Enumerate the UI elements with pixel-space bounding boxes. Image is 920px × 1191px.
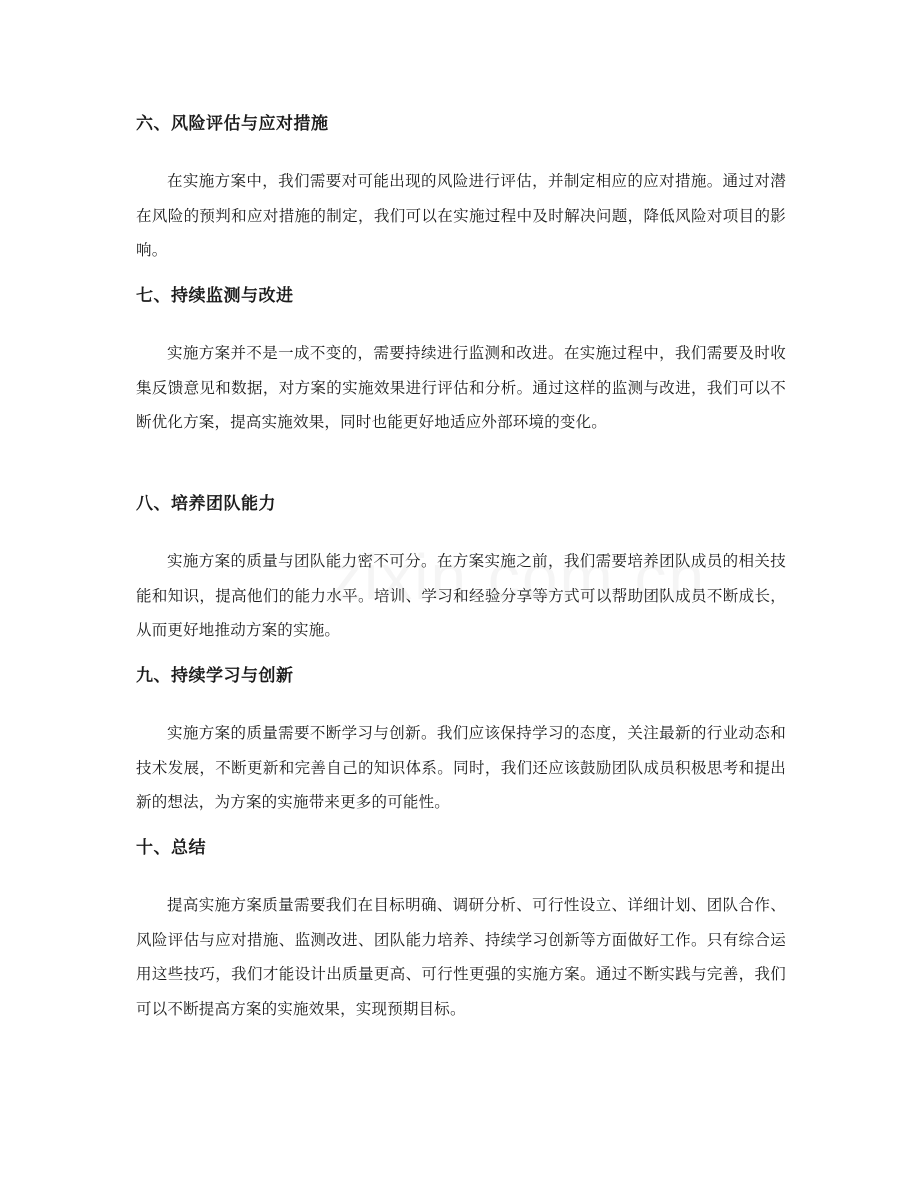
section-summary bbox=[136, 836, 786, 1026]
section-team-capability bbox=[136, 492, 786, 648]
section-paragraph: 实施方案的质量与团队能力密不可分。在方案实施之前，我们需要培养团队成员的相关技能和知识，提高他们的能力水平。培训、学习和经验分享等方式可以帮助团队成员不断成长，从而更好地推动方案的实施。 bbox=[136, 552, 786, 639]
section-learning-innovation bbox=[136, 664, 786, 820]
section-paragraph: 实施方案的质量需要不断学习与创新。我们应该保持学习的态度，关注最新的行业动态和技术发展，不断更新和完善自己的知识体系。同时，我们还应该鼓励团队成员积极思考和提出新的想法，为方案的实施带来更多的可能性。 bbox=[136, 724, 786, 811]
section-heading: 十、总结 bbox=[136, 838, 206, 858]
section-paragraph: 实施方案并不是一成不变的，需要持续进行监测和改进。在实施过程中，我们需要及时收集反馈意见和数据，对方案的实施效果进行评估和分析。通过这样的监测与改进，我们可以不断优化方案，提高实施效果，同时也能更好地适应外部环境的变化。 bbox=[136, 344, 786, 431]
section-heading: 七、持续监测与改进 bbox=[136, 286, 294, 306]
section-paragraph: 提高实施方案质量需要我们在目标明确、调研分析、可行性设立、详细计划、团队合作、风险评估与应对措施、监测改进、团队能力培养、持续学习创新等方面做好工作。只有综合运用这些技巧，我们才能设计出质量更高、可行性更强的实施方案。通过不断实践与完善，我们可以不断提高方案的实施效果，实现预期目标。 bbox=[136, 896, 786, 1018]
section-heading: 八、培养团队能力 bbox=[136, 494, 276, 514]
section-continuous-monitoring bbox=[136, 284, 786, 440]
section-heading: 六、风险评估与应对措施 bbox=[136, 114, 329, 134]
section-paragraph: 在实施方案中，我们需要对可能出现的风险进行评估，并制定相应的应对措施。通过对潜在风险的预判和应对措施的制定，我们可以在实施过程中及时解决问题，降低风险对项目的影响。 bbox=[136, 172, 786, 259]
section-heading: 九、持续学习与创新 bbox=[136, 666, 294, 686]
section-risk-assessment bbox=[136, 112, 786, 268]
